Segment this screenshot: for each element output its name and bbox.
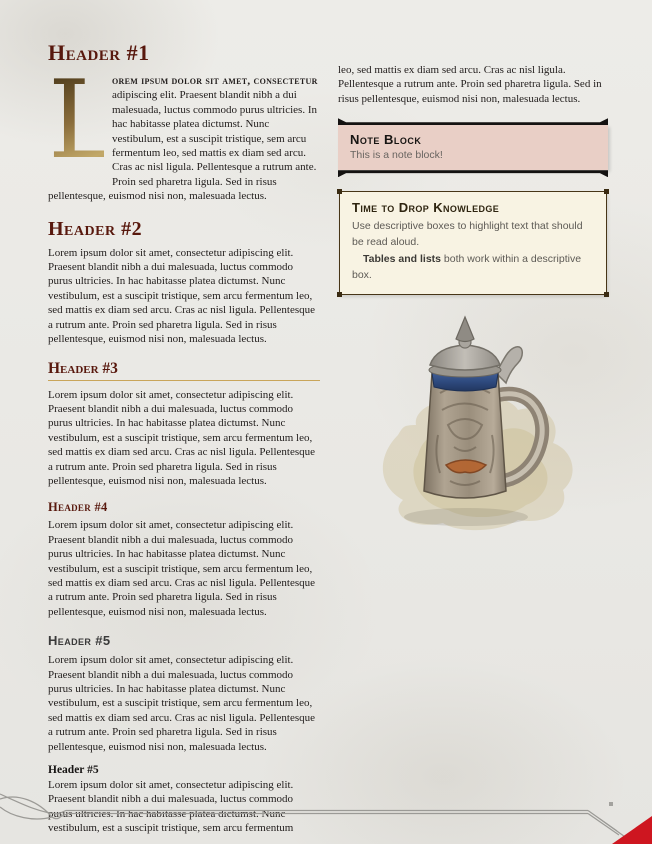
note-block-body [338, 125, 608, 170]
left-column [48, 36, 320, 844]
footer-square-dot [609, 802, 613, 806]
header-5-bold: Header #5 [48, 764, 99, 777]
note-block-title: Note Block [350, 132, 422, 148]
paragraph: Lorem ipsum dolor sit amet, consectetur adipiscing elit. Praesent blandit nibh a dui malesuada, luctus commodo purus ultricies. In hac habitasse platea dictumst. Nunc vestibulum, est a suscipit tristique, sem arcu fermentum leo, sed mattis ex diam sed arcu. Cras ac nisl ligula. Pellentesque a rutrum ante. Proin sed pharetra ligula. Sed in risus pellentesque, euismod nisi non, malesuada lectus. [48, 654, 315, 753]
descriptive-box-title: Time to Drop Knowledge [352, 200, 500, 216]
header-5: Header #5 [48, 633, 111, 649]
footer-red-triangle [612, 816, 652, 844]
drop-cap-letter: L [48, 58, 120, 183]
note-block-text: This is a note block! [350, 149, 443, 162]
corner-dot-icon [604, 292, 609, 297]
header-4: Header #4 [48, 500, 108, 515]
footer-flourish [0, 794, 62, 819]
descriptive-box-line2-rest: both work within a descriptive box. [352, 252, 582, 282]
continuation-paragraph: leo, sed mattis ex diam sed arcu. Cras ac nisl ligula. Pellentesque a rutrum ante. Proin sed pharetra ligula. Sed in risus pellentesque, euismod nisi non, malesuada lectus. [338, 64, 602, 105]
lead-small-caps: orem ipsum dolor sit amet, consectetur [112, 75, 318, 87]
beer-stein-illustration [358, 315, 588, 540]
footer-ornament [0, 792, 652, 844]
dropcap-paragraph-text: adipiscing elit. Praesent blandit nibh a dui malesuada, luctus commodo purus ultricies. In hac habitasse platea dictumst. Nunc vestibulum, est a suscipit tristique, sem arcu fermentum leo, sed mattis ex diam sed arcu. Cras ac nisl ligula. Pellentesque a rutrum ante. Proin sed pharetra ligula. Sed in risus pellentesque, euismod nisi non, malesuada lectus. [48, 89, 317, 203]
beer-stein-svg [358, 315, 588, 535]
header-2: Header #2 [48, 217, 143, 240]
footer-rule [58, 811, 628, 840]
corner-dot-icon [337, 292, 342, 297]
right-column [338, 36, 608, 844]
header-1: Header #1 [48, 40, 150, 65]
note-block-top-border [338, 118, 608, 125]
descriptive-box-line1: Use descriptive boxes to highlight text that should be read aloud. [352, 220, 583, 249]
dropcap-paragraph [48, 58, 320, 204]
corner-dot-icon [337, 189, 342, 194]
paragraph: Lorem ipsum dolor sit amet, consectetur adipiscing elit. Praesent blandit nibh a dui malesuada, luctus commodo purus ultricies. In hac habitasse platea dictumst. Nunc vestibulum, est a suscipit tristique, sem arcu fermentum leo, sed mattis ex diam sed arcu. Cras ac nisl ligula. Pellentesque a rutrum ante. Proin sed pharetra ligula. Sed in risus pellentesque, euismod nisi non, malesuada lectus. [48, 519, 315, 618]
stein-shadow [404, 508, 528, 526]
paragraph-truncated: Lorem ipsum dolor sit amet, consectetur adipiscing elit. Praesent blandit nibh a dui malesuada, luctus commodo purus ultricies. In hac habitasse platea dictumst. Nunc vestibulum, est a suscipit tristique, sem arcu fermentum [48, 779, 294, 835]
descriptive-box-bold: Tables and lists [363, 252, 441, 265]
corner-dot-icon [604, 189, 609, 194]
note-block-bottom-border [338, 170, 608, 177]
descriptive-box-line2 [352, 251, 594, 284]
note-block [338, 118, 608, 177]
pewter-lid [430, 345, 500, 370]
paragraph: Lorem ipsum dolor sit amet, consectetur adipiscing elit. Praesent blandit nibh a dui malesuada, luctus commodo purus ultricies. In hac habitasse platea dictumst. Nunc vestibulum, est a suscipit tristique, sem arcu fermentum leo, sed mattis ex diam sed arcu. Cras ac nisl ligula. Pellentesque a rutrum ante. Proin sed pharetra ligula. Sed in risus pellentesque, euismod nisi non, malesuada lectus. [48, 246, 315, 346]
descriptive-box [339, 191, 607, 295]
header-3: Header #3 [48, 360, 320, 381]
lid-finial [456, 317, 474, 342]
paragraph: Lorem ipsum dolor sit amet, consectetur adipiscing elit. Praesent blandit nibh a dui malesuada, luctus commodo purus ultricies. In hac habitasse platea dictumst. Nunc vestibulum, est a suscipit tristique, sem arcu fermentum leo, sed mattis ex diam sed arcu. Cras ac nisl ligula. Pellentesque a rutrum ante. Proin sed pharetra ligula. Sed in risus pellentesque, euismod nisi non, malesuada lectus. [48, 388, 315, 487]
